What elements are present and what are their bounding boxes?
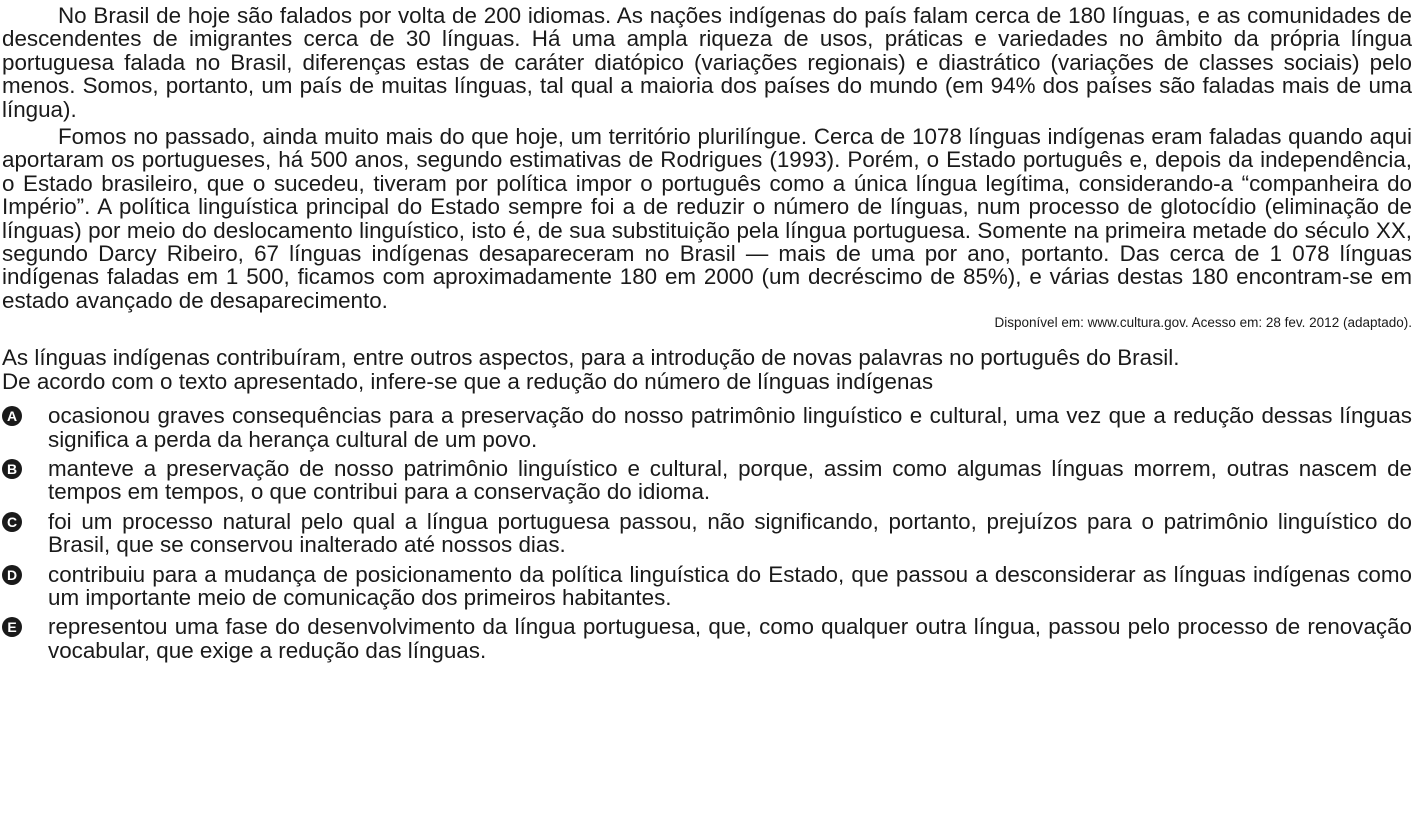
option-d[interactable] — [2, 563, 1412, 610]
answer-options — [2, 404, 1412, 662]
option-text-e: representou uma fase do desenvolvimento da língua portuguesa, que, como qualquer outra língua, passou pelo processo de renovação vocabular, que exige a redução das línguas. — [48, 614, 1412, 663]
source-citation: Disponível em: www.cultura.gov. Acesso em: 28 fev. 2012 (adaptado). — [994, 315, 1412, 331]
option-letter-b-icon: B — [2, 459, 22, 479]
question-line-2: De acordo com o texto apresentado, infere-se que a redução do número de línguas indígenas — [2, 368, 934, 394]
option-text-a: ocasionou graves consequências para a preservação do nosso patrimônio linguístico e cultural, uma vez que a redução dessas línguas significa a perda da herança cultural de um povo. — [48, 403, 1412, 452]
option-text-b: manteve a preservação de nosso patrimônio linguístico e cultural, porque, assim como algumas línguas morrem, outras nascem de tempos em tempos, o que contribui para a conservação do idioma. — [48, 455, 1412, 505]
passage-paragraph-2: Fomos no passado, ainda muito mais do que hoje, um território plurilíngue. Cerca de 1078 línguas indígenas eram faladas quando aqui aportaram os portugueses, há 500 anos, segundo estimativas de Rodrigues (1993). Porém, o Estado português e, depois da independência, o Estado brasileiro, que o sucedeu, tiveram por política impor o português como a única língua legítima, considerando-a “companheira do Império”. A política linguística principal do Estado sempre foi a de reduzir o número de línguas, num processo de glotocídio (eliminação de línguas) por meio do deslocamento linguístico, isto é, de sua substituição pela língua portuguesa. Somente na primeira metade do século XX, segundo Darcy Ribeiro, 67 línguas indígenas desapareceram no Brasil — mais de uma por ano, portanto. Das cerca de 1 078 línguas indígenas faladas em 1 500, ficamos com aproximadamente 180 em 2000 (um decréscimo de 85%), e várias destas 180 encontram-se em estado avançado de desaparecimento. — [2, 124, 1412, 313]
question-stem — [2, 346, 1412, 393]
option-b[interactable] — [2, 457, 1412, 504]
option-a[interactable] — [2, 404, 1412, 451]
option-text-c: foi um processo natural pelo qual a língua portuguesa passou, não significando, portanto, prejuízos para o patrimônio linguístico do Brasil, que se conservou inalterado até nossos dias. — [48, 508, 1412, 558]
option-c[interactable] — [2, 510, 1412, 557]
passage — [2, 4, 1412, 331]
option-letter-e-icon: E — [2, 617, 22, 637]
option-letter-c-icon: C — [2, 512, 22, 532]
option-text-d: contribuiu para a mudança de posicionamento da política linguística do Estado, que passou a desconsiderar as línguas indígenas como um importante meio de comunicação dos primeiros habitantes. — [48, 561, 1412, 610]
option-letter-d-icon: D — [2, 565, 22, 585]
option-e[interactable] — [2, 615, 1412, 662]
passage-paragraph-1: No Brasil de hoje são falados por volta de 200 idiomas. As nações indígenas do país falam cerca de 180 línguas, e as comunidades de descendentes de imigrantes cerca de 30 línguas. Há uma ampla riqueza de usos, práticas e variedades no âmbito da própria língua portuguesa falada no Brasil, diferenças estas de caráter diatópico (variações regionais) e diastrático (variações de classes sociais) pelo menos. Somos, portanto, um país de muitas línguas, tal qual a maioria dos países do mundo (em 94% dos países são faladas mais de uma língua). — [2, 3, 1412, 122]
option-letter-a-icon: A — [2, 406, 22, 426]
question-line-1: As línguas indígenas contribuíram, entre outros aspectos, para a introdução de novas palavras no português do Brasil. — [2, 345, 1180, 371]
